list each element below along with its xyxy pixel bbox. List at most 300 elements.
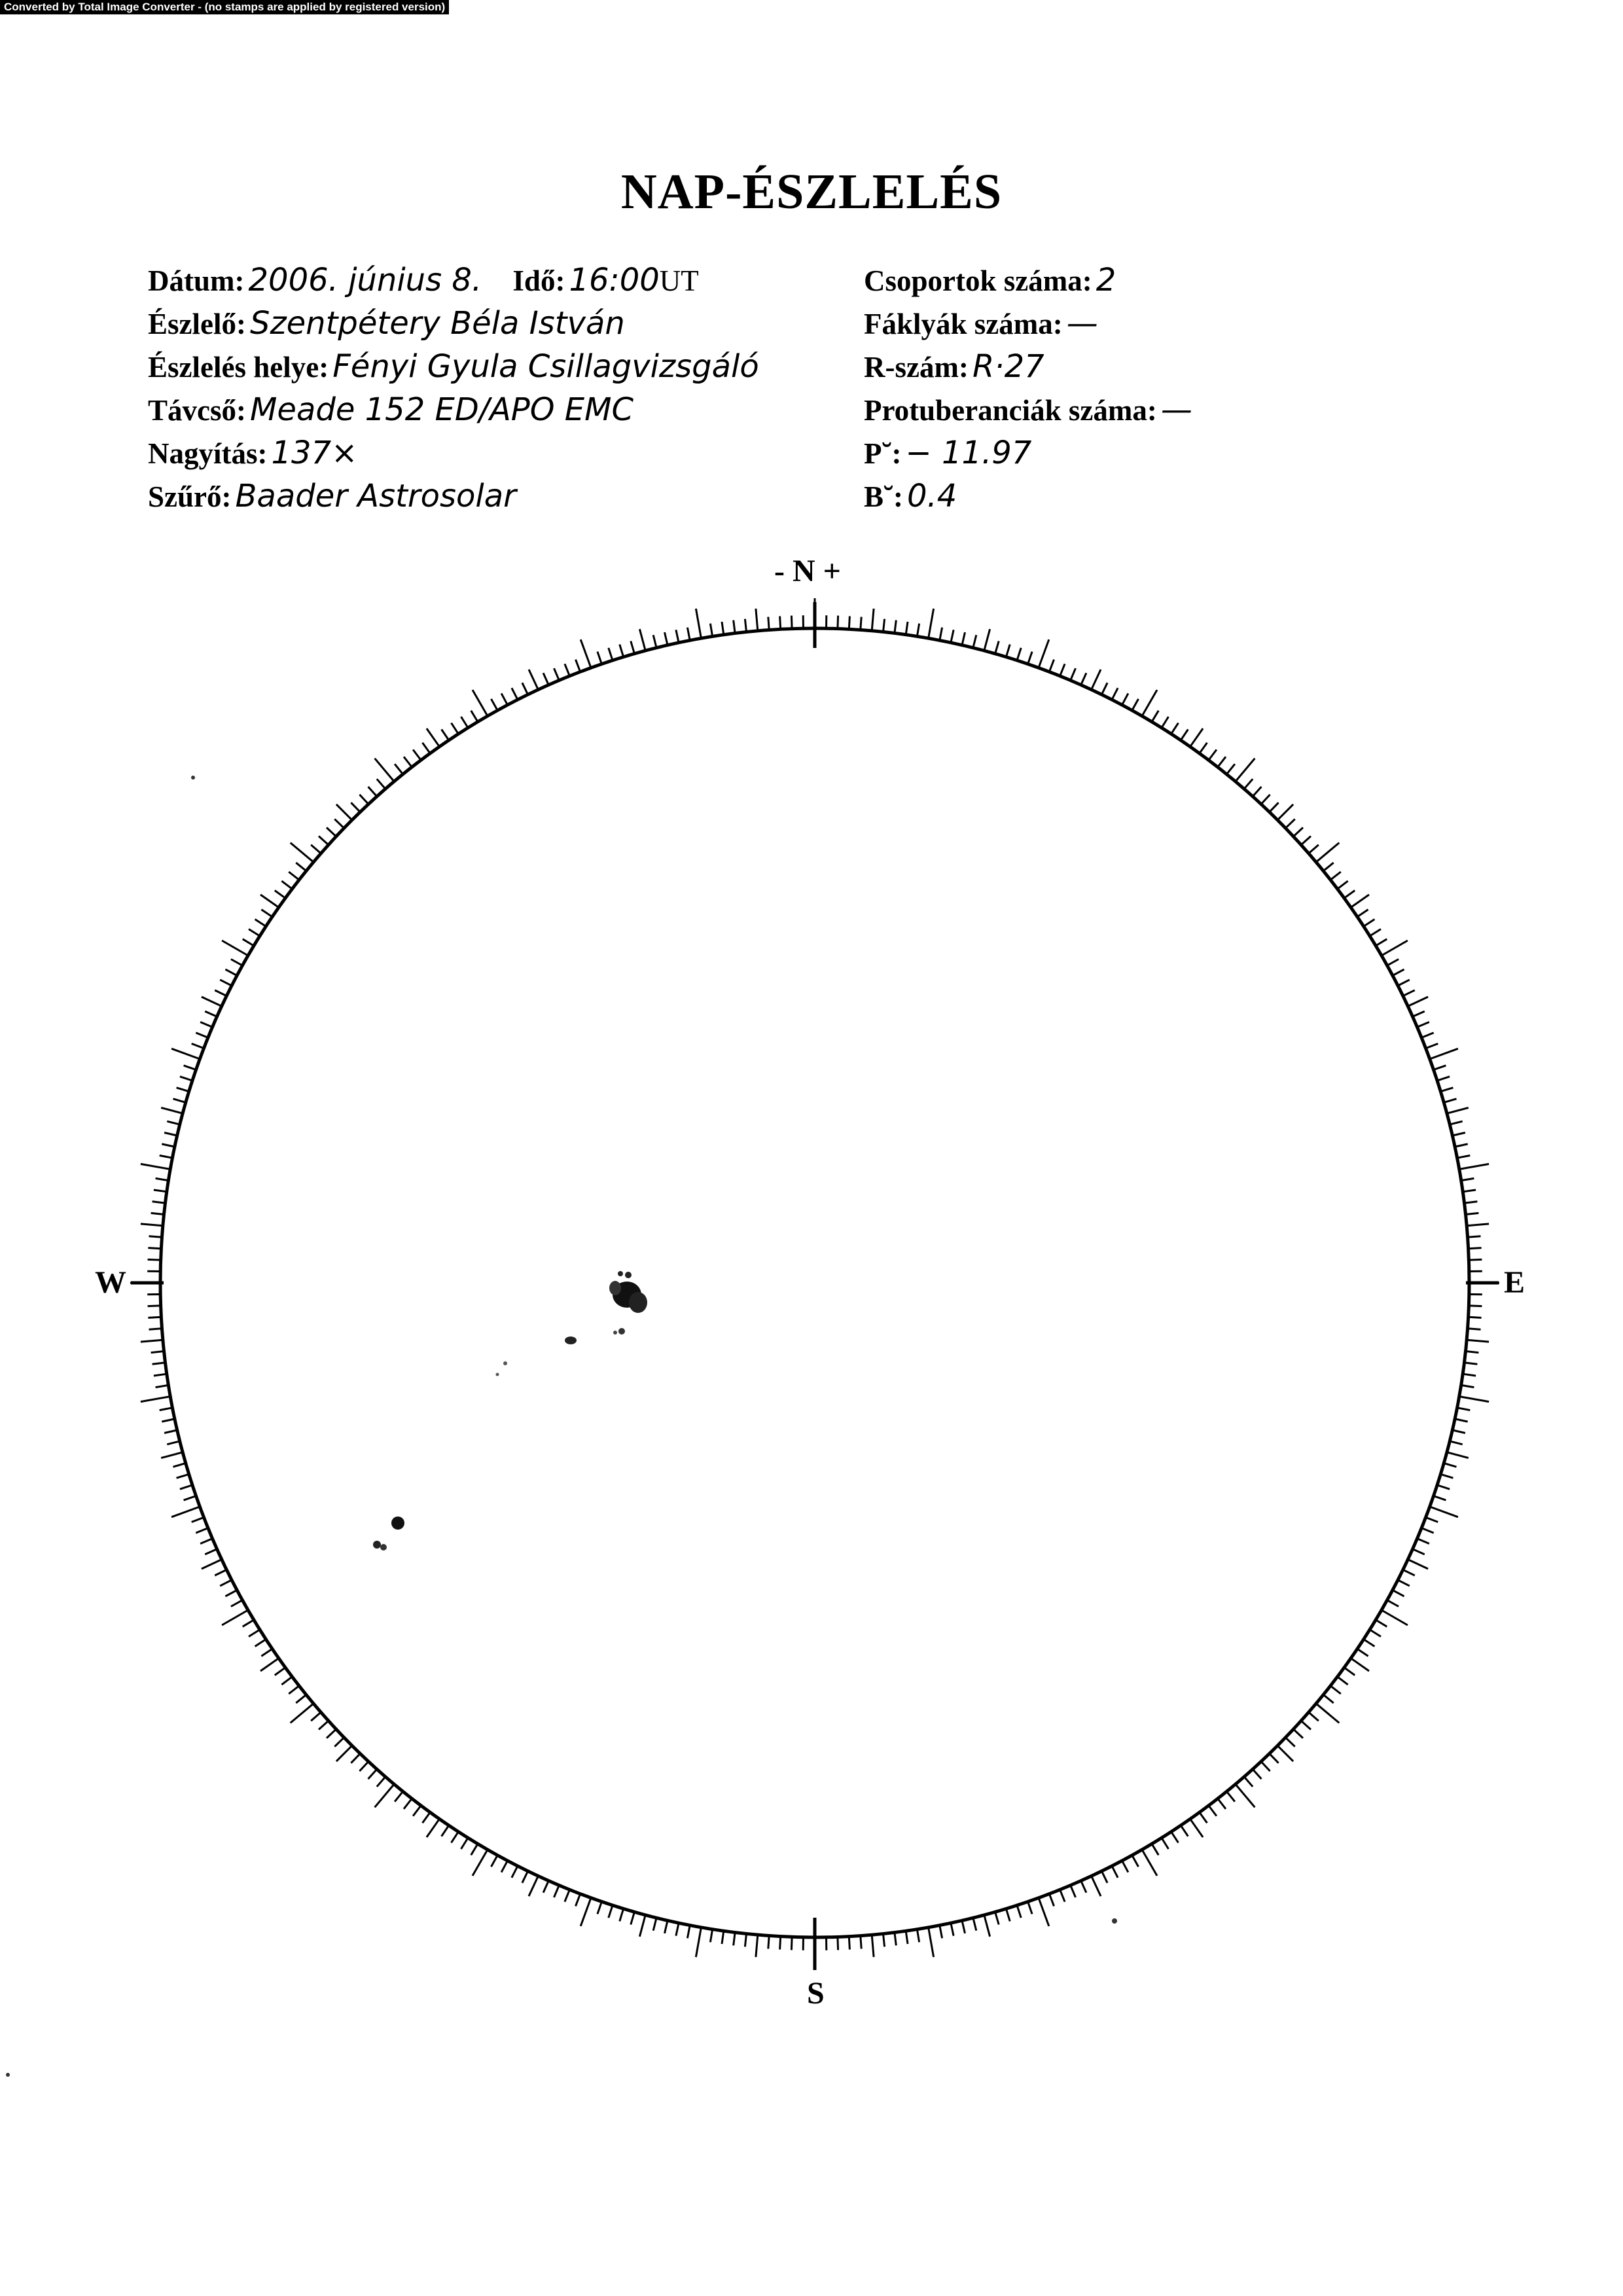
degree-tick <box>473 690 488 716</box>
degree-tick <box>1421 1528 1434 1534</box>
degree-tick <box>1092 1876 1101 1896</box>
sunspot <box>391 1516 404 1530</box>
degree-tick <box>1463 1374 1476 1376</box>
degree-tick <box>1060 1890 1065 1902</box>
prominence-count-label: Protuberanciák száma: <box>864 394 1157 427</box>
degree-tick <box>1316 843 1339 863</box>
degree-tick <box>1122 693 1128 705</box>
degree-tick <box>296 1695 306 1703</box>
degree-tick <box>427 1819 440 1837</box>
degree-tick <box>334 1738 344 1747</box>
degree-tick <box>995 641 999 654</box>
degree-tick <box>1457 1155 1471 1158</box>
magnification-label: Nagyítás: <box>148 437 268 470</box>
degree-tick <box>597 1902 602 1914</box>
degree-tick <box>461 717 469 728</box>
degree-tick <box>1469 1248 1482 1249</box>
p-angle-label: P˘: <box>864 437 902 470</box>
degree-tick <box>404 757 412 767</box>
degree-tick <box>162 1144 175 1147</box>
degree-tick <box>368 787 377 797</box>
degree-tick <box>639 629 645 651</box>
degree-tick <box>1200 1812 1207 1823</box>
date-value: 2006. június 8. <box>248 262 482 298</box>
degree-tick <box>173 1463 186 1467</box>
degree-tick <box>1049 1894 1054 1907</box>
degree-tick <box>311 1712 321 1721</box>
degree-tick <box>231 1600 243 1607</box>
degree-tick <box>1330 872 1341 880</box>
degree-tick <box>215 1570 226 1575</box>
paper-speck <box>1112 1918 1117 1924</box>
degree-tick <box>696 609 701 638</box>
degree-tick <box>1467 1224 1489 1226</box>
degree-tick <box>710 624 712 637</box>
degree-tick <box>883 1934 885 1947</box>
group-count-value: 2 <box>1096 262 1116 298</box>
degree-tick <box>597 652 602 664</box>
degree-tick <box>442 729 449 740</box>
degree-tick <box>452 723 459 734</box>
degree-tick <box>156 1385 169 1387</box>
degree-tick <box>1444 1463 1456 1467</box>
degree-tick <box>141 1397 170 1402</box>
degree-tick <box>1338 1677 1348 1685</box>
sunspot <box>629 1292 647 1313</box>
degree-tick <box>1039 639 1049 668</box>
degree-tick <box>929 1928 934 1957</box>
degree-tick <box>1261 795 1270 804</box>
degree-tick <box>1387 1600 1399 1607</box>
degree-tick <box>580 639 591 668</box>
degree-tick <box>231 960 243 966</box>
degree-tick <box>1006 1909 1010 1921</box>
degree-tick <box>225 969 237 975</box>
degree-tick <box>1393 969 1404 975</box>
degree-tick <box>291 843 313 863</box>
degree-tick <box>1162 717 1169 728</box>
degree-tick <box>1444 1099 1456 1103</box>
degree-tick <box>906 1931 908 1944</box>
degree-tick <box>377 1777 385 1787</box>
degree-tick <box>995 1912 999 1924</box>
degree-tick <box>1181 729 1188 740</box>
degree-tick <box>1301 836 1311 845</box>
degree-tick <box>512 1866 518 1878</box>
degree-tick <box>205 1549 217 1554</box>
degree-tick <box>1209 1806 1217 1816</box>
degree-tick <box>917 1929 919 1943</box>
degree-tick <box>1469 1317 1482 1318</box>
degree-tick <box>929 609 934 638</box>
degree-tick <box>1461 1178 1474 1180</box>
degree-tick <box>243 939 254 946</box>
degree-tick <box>1181 1825 1188 1837</box>
sunspot-group-1 <box>496 1271 648 1376</box>
sunspot <box>496 1373 499 1376</box>
degree-tick <box>149 1236 162 1237</box>
degree-tick <box>413 749 421 760</box>
sunspot <box>613 1331 617 1335</box>
time-label: Idő: <box>512 264 565 297</box>
degree-tick <box>1039 1898 1049 1926</box>
degree-tick <box>452 1832 459 1843</box>
degree-tick <box>1028 1902 1033 1914</box>
degree-tick <box>1447 1452 1469 1458</box>
degree-tick <box>1403 990 1415 996</box>
degree-tick <box>1387 960 1399 966</box>
degree-tick <box>1413 1011 1425 1016</box>
sunspot-group-2 <box>373 1516 404 1551</box>
degree-tick <box>676 1923 679 1936</box>
degree-tick <box>141 1164 170 1169</box>
degree-tick <box>734 620 735 634</box>
degree-tick <box>576 660 580 672</box>
degree-tick <box>1430 1049 1458 1059</box>
degree-tick <box>1463 1190 1476 1192</box>
degree-tick <box>576 1894 580 1907</box>
degree-tick <box>215 990 226 996</box>
degree-tick <box>1218 1799 1226 1809</box>
degree-tick <box>167 1441 179 1444</box>
degree-tick <box>1142 1850 1157 1876</box>
degree-tick <box>543 673 548 685</box>
degree-tick <box>745 1934 746 1947</box>
degree-tick <box>160 1408 173 1410</box>
degree-tick <box>1465 1363 1478 1364</box>
degree-tick <box>872 1935 874 1957</box>
degree-tick <box>1101 1871 1107 1883</box>
degree-tick <box>1236 1784 1255 1807</box>
degree-ticks <box>130 598 1499 1967</box>
degree-tick <box>940 1926 942 1939</box>
degree-tick <box>1253 1769 1261 1779</box>
degree-tick <box>152 1202 166 1203</box>
degree-tick <box>1316 1704 1339 1723</box>
degree-tick <box>710 1929 712 1943</box>
sunspot <box>618 1328 625 1335</box>
degree-tick <box>554 668 560 680</box>
degree-tick <box>1309 845 1319 853</box>
degree-tick <box>1434 1066 1446 1070</box>
degree-tick <box>319 836 329 845</box>
degree-tick <box>249 929 260 937</box>
degree-tick <box>275 891 285 899</box>
degree-tick <box>220 980 232 986</box>
degree-tick <box>291 1704 313 1723</box>
degree-tick <box>184 1066 196 1070</box>
observer-label: Észlelő: <box>148 308 246 340</box>
degree-tick <box>413 1806 421 1816</box>
telescope-label: Távcső: <box>148 394 246 427</box>
degree-tick <box>471 1844 478 1855</box>
degree-tick <box>1142 690 1157 716</box>
degree-tick <box>151 1213 164 1214</box>
degree-tick <box>1466 1352 1479 1353</box>
degree-tick <box>461 1838 469 1849</box>
degree-tick <box>1270 1753 1279 1763</box>
degree-tick <box>220 1580 232 1586</box>
degree-tick <box>1421 1033 1434 1038</box>
degree-tick <box>162 1419 175 1422</box>
degree-tick <box>1017 1905 1021 1918</box>
degree-tick <box>255 1640 266 1647</box>
degree-tick <box>565 664 570 676</box>
degree-tick <box>260 1659 279 1672</box>
page-title: NAP-ÉSZLELÉS <box>620 164 1003 219</box>
degree-tick <box>529 1876 538 1896</box>
degree-tick <box>249 1630 260 1637</box>
degree-tick <box>620 1909 624 1921</box>
degree-tick <box>1408 1560 1428 1569</box>
degree-tick <box>895 620 896 634</box>
degree-tick <box>1393 1590 1404 1596</box>
degree-tick <box>1261 1761 1270 1771</box>
degree-tick <box>609 648 613 660</box>
degree-tick <box>522 683 528 694</box>
degree-tick <box>395 764 403 774</box>
degree-tick <box>1376 939 1387 946</box>
degree-tick <box>160 1155 173 1158</box>
degree-tick <box>1418 1022 1429 1028</box>
degree-tick <box>872 609 874 631</box>
converter-banner: Converted by Total Image Converter - (no stamps are applied by registered version) <box>0 0 449 14</box>
degree-tick <box>351 802 360 812</box>
degree-tick <box>895 1933 896 1946</box>
degree-tick <box>1330 1686 1341 1694</box>
degree-tick <box>141 1340 163 1342</box>
degree-tick <box>554 1886 560 1897</box>
degree-tick <box>1468 1236 1481 1237</box>
degree-tick <box>1060 664 1065 676</box>
degree-tick <box>152 1363 166 1364</box>
degree-tick <box>1028 652 1033 664</box>
degree-tick <box>780 1937 781 1950</box>
degree-tick <box>1017 648 1021 660</box>
degree-tick <box>173 1099 186 1103</box>
degree-tick <box>491 1856 498 1867</box>
degree-tick <box>1071 1886 1076 1897</box>
degree-tick <box>471 711 478 722</box>
group-count-label: Csoportok száma: <box>864 264 1092 297</box>
degree-tick <box>473 1850 488 1876</box>
degree-tick <box>665 632 668 645</box>
degree-tick <box>1277 1746 1293 1761</box>
degree-tick <box>177 1474 189 1478</box>
degree-tick <box>780 616 781 629</box>
degree-tick <box>1461 1385 1474 1387</box>
degree-tick <box>161 1107 183 1113</box>
degree-tick <box>180 1485 192 1489</box>
degree-tick <box>200 1022 212 1028</box>
degree-tick <box>1376 1620 1387 1626</box>
degree-tick <box>164 1133 177 1136</box>
sunspot <box>618 1271 623 1276</box>
degree-tick <box>196 1033 208 1038</box>
degree-tick <box>501 693 507 705</box>
degree-tick <box>1344 891 1355 899</box>
degree-tick <box>501 1861 507 1873</box>
degree-tick <box>1285 819 1294 828</box>
degree-tick <box>1218 757 1226 767</box>
degree-tick <box>205 1011 217 1016</box>
degree-tick <box>1430 1507 1458 1517</box>
degree-tick <box>1344 1668 1355 1676</box>
east-label: E <box>1504 1265 1525 1300</box>
degree-tick <box>1171 1832 1179 1843</box>
degree-tick <box>281 1677 292 1685</box>
north-label: - N + <box>774 554 841 588</box>
degree-tick <box>639 1915 645 1937</box>
degree-tick <box>222 1610 248 1625</box>
degree-tick <box>791 1937 792 1950</box>
degree-tick <box>1408 997 1428 1006</box>
degree-tick <box>1309 1712 1319 1721</box>
degree-tick <box>180 1077 192 1081</box>
degree-tick <box>289 1686 299 1694</box>
degree-tick <box>1467 1340 1489 1342</box>
degree-tick <box>177 1088 189 1092</box>
degree-tick <box>167 1121 179 1124</box>
degree-tick <box>883 619 885 632</box>
degree-tick <box>192 1044 204 1049</box>
degree-tick <box>260 895 279 908</box>
degree-tick <box>522 1871 528 1883</box>
paper-speck <box>191 776 195 780</box>
location-value: Fényi Gyula Csillagvizsgáló <box>332 348 759 385</box>
degree-tick <box>745 619 746 632</box>
faculae-count-value: — <box>1066 305 1098 342</box>
degree-tick <box>768 1936 769 1949</box>
degree-tick <box>1152 711 1158 722</box>
degree-tick <box>289 872 299 880</box>
degree-tick <box>1418 1539 1429 1544</box>
degree-tick <box>906 622 908 635</box>
degree-tick <box>1293 1729 1303 1738</box>
faculae-count-label: Fáklyák száma: <box>864 308 1063 340</box>
date-label: Dátum: <box>148 264 245 297</box>
degree-tick <box>1398 980 1410 986</box>
degree-tick <box>1092 670 1101 690</box>
degree-tick <box>1190 1819 1204 1837</box>
time-unit: UT <box>659 264 699 297</box>
degree-tick <box>261 910 272 917</box>
degree-tick <box>404 1799 412 1809</box>
degree-tick <box>1459 1164 1489 1169</box>
degree-tick <box>1338 881 1348 889</box>
degree-tick <box>1323 863 1334 871</box>
degree-tick <box>275 1668 285 1676</box>
degree-tick <box>722 622 724 635</box>
degree-tick <box>687 1926 690 1939</box>
paper-speck <box>6 2073 10 2077</box>
degree-tick <box>359 1761 368 1771</box>
degree-tick <box>1122 1861 1128 1873</box>
degree-tick <box>768 617 769 630</box>
degree-tick <box>184 1496 196 1501</box>
degree-tick <box>1293 827 1303 836</box>
degree-tick <box>1403 1570 1415 1575</box>
degree-tick <box>1152 1844 1158 1855</box>
filter-value: Baader Astrosolar <box>235 478 516 514</box>
degree-tick <box>1434 1496 1446 1501</box>
degree-tick <box>1450 1441 1462 1444</box>
degree-tick <box>1236 759 1255 781</box>
degree-tick <box>1081 1881 1086 1893</box>
degree-tick <box>1398 1580 1410 1586</box>
degree-tick <box>1450 1121 1462 1124</box>
degree-tick <box>951 630 954 643</box>
degree-tick <box>1285 1738 1294 1747</box>
time-value: 16:00 <box>569 262 660 298</box>
degree-tick <box>512 688 518 700</box>
degree-tick <box>1132 699 1139 711</box>
degree-tick <box>1455 1419 1468 1422</box>
degree-tick <box>1459 1397 1489 1402</box>
degree-tick <box>1301 1721 1311 1729</box>
degree-tick <box>1447 1107 1469 1113</box>
degree-tick <box>1171 723 1179 734</box>
degree-tick <box>1357 1649 1368 1656</box>
degree-tick <box>171 1049 200 1059</box>
degree-tick <box>1370 929 1381 937</box>
degree-tick <box>722 1931 724 1944</box>
degree-tick <box>202 1560 222 1569</box>
degree-tick <box>154 1374 167 1376</box>
degree-tick <box>359 795 368 804</box>
degree-tick <box>336 804 352 820</box>
degree-tick <box>164 1430 177 1433</box>
degree-tick <box>984 629 990 651</box>
degree-tick <box>351 1753 360 1763</box>
degree-tick <box>756 1935 758 1957</box>
degree-tick <box>973 635 976 647</box>
observer-value: Szentpétery Béla István <box>249 305 625 342</box>
sunspot <box>565 1336 577 1344</box>
degree-tick <box>973 1918 976 1930</box>
degree-tick <box>1382 941 1408 956</box>
location-label: Észlelés helye: <box>148 351 329 384</box>
degree-tick <box>529 670 538 690</box>
degree-tick <box>1357 910 1368 917</box>
b-angle-value: 0.4 <box>907 478 957 514</box>
degree-tick <box>1081 673 1086 685</box>
degree-tick <box>951 1923 954 1936</box>
degree-tick <box>917 624 919 637</box>
degree-tick <box>154 1190 167 1192</box>
degree-tick <box>281 881 292 889</box>
degree-tick <box>543 1881 548 1893</box>
degree-tick <box>1413 1549 1425 1554</box>
degree-tick <box>984 1915 990 1937</box>
degree-tick <box>1132 1856 1139 1867</box>
degree-tick <box>202 997 222 1006</box>
degree-tick <box>1465 1202 1478 1203</box>
magnification-value: 137× <box>271 435 358 471</box>
p-angle-value: − 11.97 <box>905 435 1032 471</box>
degree-tick <box>395 1791 403 1802</box>
degree-tick <box>196 1528 208 1534</box>
degree-tick <box>1452 1430 1465 1433</box>
degree-tick <box>427 728 440 747</box>
degree-tick <box>1440 1088 1453 1092</box>
degree-tick <box>311 845 321 853</box>
degree-tick <box>756 609 758 631</box>
degree-tick <box>1277 804 1293 820</box>
degree-tick <box>1457 1408 1471 1410</box>
degree-tick <box>423 743 431 753</box>
degree-tick <box>1112 1866 1118 1878</box>
